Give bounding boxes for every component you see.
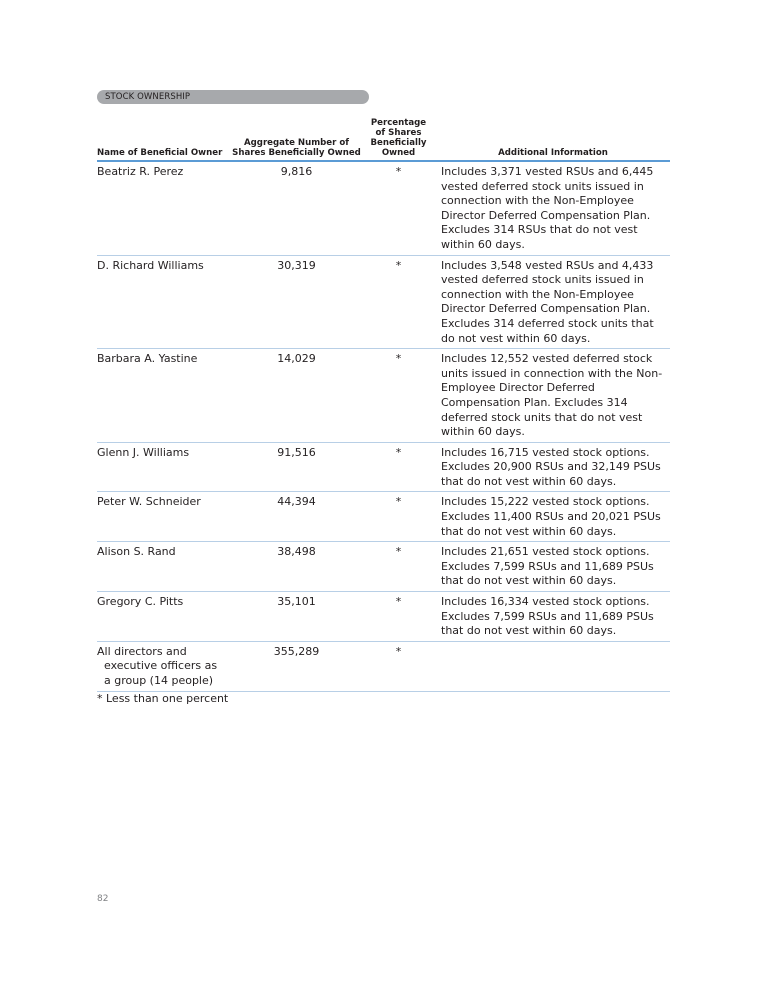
group-name-line3: a group (14 people) bbox=[104, 674, 214, 687]
table-row bbox=[97, 442, 670, 492]
group-shares-owned: 355,289 bbox=[232, 641, 361, 691]
additional-info: Includes 3,371 vested RSUs and 6,445 vested deferred stock units issued in connection with the Non-Employee Director Deferred Compensation Plan. Excludes 314 RSUs that do not vest within 60 days. bbox=[436, 161, 670, 255]
header-additional-info bbox=[436, 118, 670, 161]
header-percentage-line3: Beneficially bbox=[370, 138, 427, 148]
shares-owned: 38,498 bbox=[232, 542, 361, 592]
additional-info: Includes 12,552 vested deferred stock units issued in connection with the Non-Employee Director Deferred Compensation Plan. Excludes 314 deferred stock units that do not vest within 60 days. bbox=[436, 349, 670, 443]
table-row bbox=[97, 255, 670, 349]
owner-name: D. Richard Williams bbox=[97, 255, 232, 349]
table-row-group-total bbox=[97, 641, 670, 691]
header-aggregate-line1: Aggregate Number of bbox=[243, 138, 350, 148]
owner-name: Barbara A. Yastine bbox=[97, 349, 232, 443]
additional-info: Includes 21,651 vested stock options. Excludes 7,599 RSUs and 11,689 PSUs that do not vest within 60 days. bbox=[436, 542, 670, 592]
section-header-bar bbox=[97, 90, 369, 104]
owner-name: Beatriz R. Perez bbox=[97, 161, 232, 255]
table-row bbox=[97, 542, 670, 592]
group-additional-info bbox=[436, 641, 670, 691]
owner-name: Gregory C. Pitts bbox=[97, 592, 232, 642]
header-percentage-line1: Percentage bbox=[370, 118, 427, 128]
table-row bbox=[97, 349, 670, 443]
header-info-label: Additional Information bbox=[498, 148, 608, 158]
section-title: STOCK OWNERSHIP bbox=[105, 92, 191, 102]
header-percentage bbox=[361, 118, 436, 161]
header-percentage-line2: of Shares bbox=[375, 128, 422, 138]
owner-name: Glenn J. Williams bbox=[97, 442, 232, 492]
shares-owned: 35,101 bbox=[232, 592, 361, 642]
percentage-owned: * bbox=[361, 442, 436, 492]
percentage-owned: * bbox=[361, 349, 436, 443]
owner-name: Peter W. Schneider bbox=[97, 492, 232, 542]
header-name-label: Name of Beneficial Owner bbox=[97, 148, 223, 158]
group-name-line1: All directors and bbox=[97, 644, 187, 658]
group-percentage-owned: * bbox=[361, 641, 436, 691]
header-aggregate-shares bbox=[232, 118, 361, 161]
group-owner-name bbox=[97, 641, 232, 691]
footnote: * Less than one percent bbox=[97, 692, 229, 705]
table-row bbox=[97, 592, 670, 642]
header-aggregate-line2: Shares Beneficially Owned bbox=[232, 148, 361, 158]
additional-info: Includes 16,334 vested stock options. Excludes 7,599 RSUs and 11,689 PSUs that do not vest within 60 days. bbox=[436, 592, 670, 642]
percentage-owned: * bbox=[361, 492, 436, 542]
shares-owned: 30,319 bbox=[232, 255, 361, 349]
group-name-line2: executive officers as bbox=[104, 659, 218, 673]
shares-owned: 44,394 bbox=[232, 492, 361, 542]
header-percentage-line4: Owned bbox=[381, 148, 416, 158]
additional-info: Includes 15,222 vested stock options. Excludes 11,400 RSUs and 20,021 PSUs that do not vest within 60 days. bbox=[436, 492, 670, 542]
stock-ownership-table bbox=[97, 118, 670, 692]
table-row bbox=[97, 492, 670, 542]
owner-name: Alison S. Rand bbox=[97, 542, 232, 592]
page-number: 82 bbox=[97, 894, 109, 904]
percentage-owned: * bbox=[361, 592, 436, 642]
additional-info: Includes 16,715 vested stock options. Excludes 20,900 RSUs and 32,149 PSUs that do not vest within 60 days. bbox=[436, 442, 670, 492]
additional-info: Includes 3,548 vested RSUs and 4,433 vested deferred stock units issued in connection with the Non-Employee Director Deferred Compensation Plan. Excludes 314 deferred stock units that do not vest within 60 days. bbox=[436, 255, 670, 349]
shares-owned: 91,516 bbox=[232, 442, 361, 492]
shares-owned: 14,029 bbox=[232, 349, 361, 443]
table-header-row bbox=[97, 118, 670, 161]
shares-owned: 9,816 bbox=[232, 161, 361, 255]
header-name bbox=[97, 118, 232, 161]
percentage-owned: * bbox=[361, 542, 436, 592]
percentage-owned: * bbox=[361, 255, 436, 349]
table-row bbox=[97, 161, 670, 255]
percentage-owned: * bbox=[361, 161, 436, 255]
